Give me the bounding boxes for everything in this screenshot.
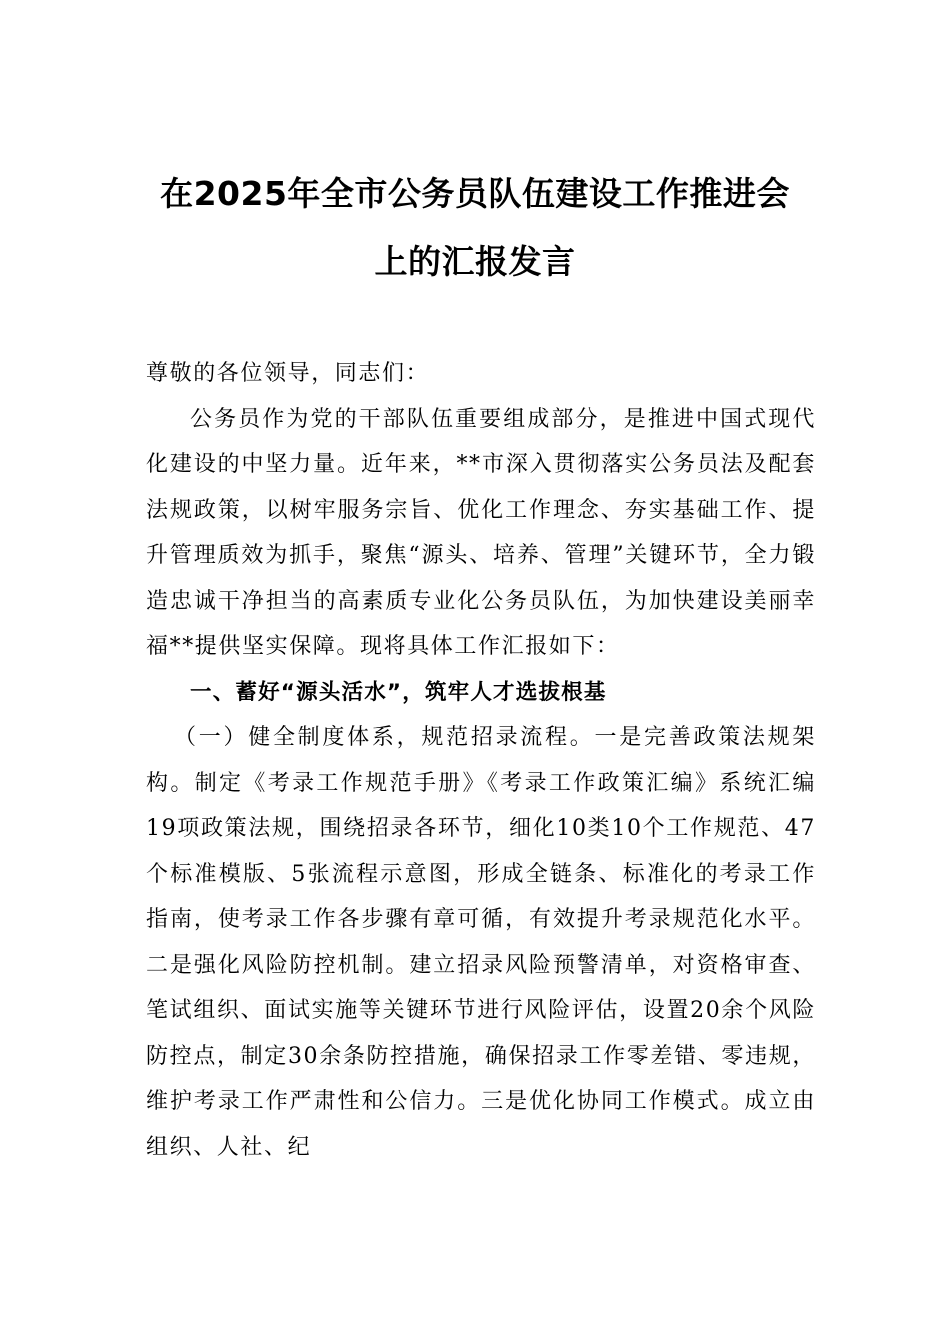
intro-paragraph: 公务员作为党的干部队伍重要组成部分，是推进中国式现代化建设的中坚力量。近年来，**市深入贯彻落实公务员法及配套法规政策，以树牢服务宗旨、优化工作理念、夯实基础工作、提升管理质效为抓手，聚焦“源头、培养、管理”关键环节，全力锻造忠诚干净担当的高素质专业化公务员队伍，为加快建设美丽幸福**提供坚实保障。现将具体工作汇报如下： <box>146 406 816 659</box>
document-title-line-2: 上的汇报发言 <box>374 242 576 281</box>
salutation: 尊敬的各位领导，同志们： <box>146 361 430 386</box>
document-title-line-1: 在2025年全市公务员队伍建设工作推进会 <box>160 174 790 213</box>
section-heading-1: 一、蓄好“源头活水”，筑牢人才选拔根基 <box>190 679 607 705</box>
section-1-paragraph-1: （一）健全制度体系，规范招录流程。一是完善政策法规架构。制定《考录工作规范手册》《考录工作政策汇编》系统汇编19项政策法规，围绕招录各环节，细化10类10个工作规范、47个标准模版、5张流程示意图，形成全链条、标准化的考录工作指南，使考录工作各步骤有章可循，有效提升考录规范化水平。二是强化风险防控机制。建立招录风险预警清单，对资格审查、笔试组织、面试实施等关键环节进行风险评估，设置20余个风险防控点，制定30余条防控措施，确保招录工作零差错、零违规，维护考录工作严肃性和公信力。三是优化协同工作模式。成立由组织、人社、纪 <box>146 725 816 1160</box>
document-body <box>146 351 816 1170</box>
